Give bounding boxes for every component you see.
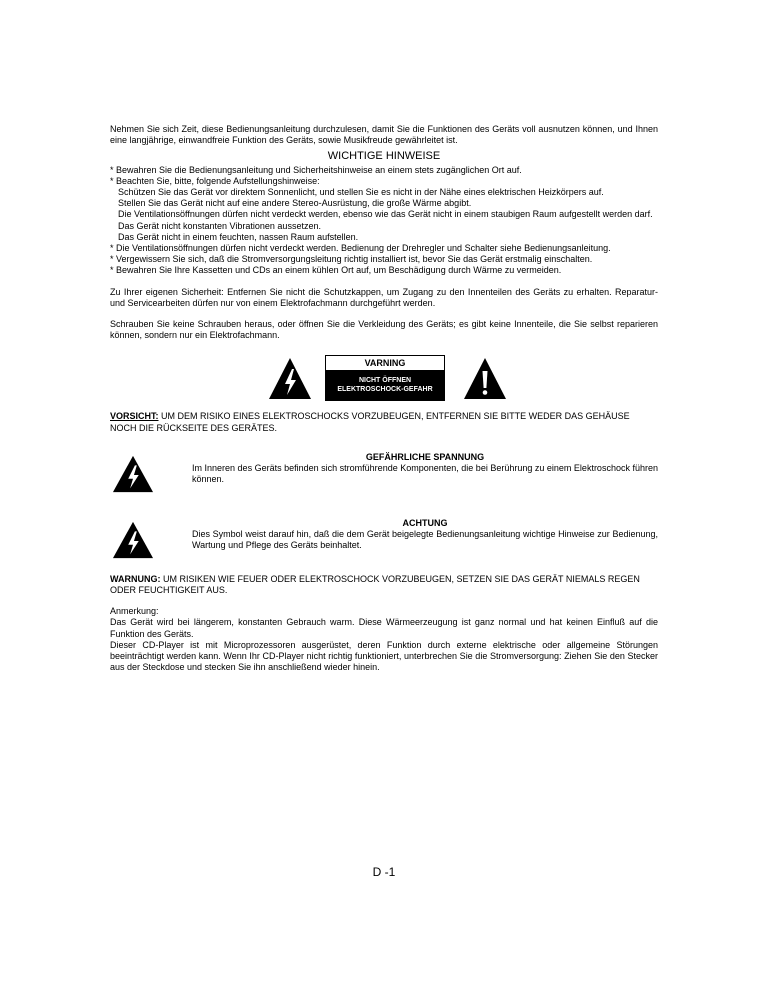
intro-paragraph: Nehmen Sie sich Zeit, diese Bedienungsanleitung durchzulesen, damit Sie die Funktionen des Geräts voll ausnutzen können, und Ihnen eine langjährige, einwandfreie Funktion des Geräts, sowie Musikfreude gewährleitet ist. [110, 124, 658, 146]
anmerkung-paragraph-1: Das Gerät wird bei längerem, konstanten Gebrauch warm. Diese Wärmeerzeugung ist ganz normal und hat keinen Einfluß auf die Funktion des Geräts. [110, 617, 658, 639]
bullet-item: * Beachten Sie, bitte, folgende Aufstellungshinweise: [110, 175, 320, 186]
achtung-title: ACHTUNG [402, 517, 448, 528]
anmerkung-paragraph-2: Dieser CD-Player ist mit Microprozessoren ausgerüstet, deren Funktion durch externe elektrische oder allgemeine Störungen beeinträchtigt werden kann. Wenn Ihr CD-Player nicht richtig funktioniert, unterbrechen Sie die Stromversorgung: Ziehen Sie den Stecker aus der Steckdose und stecken Sie ihn anschließend wieder hinein. [110, 639, 658, 673]
sub-item: Schützen Sie das Gerät vor direktem Sonnenlicht, und stellen Sie es nicht in der Nähe eines elektrischen Heizkörpers auf. [118, 187, 604, 198]
section-title: WICHTIGE HINWEISE [327, 150, 441, 163]
warnung-label: WARNUNG: [110, 573, 161, 584]
sub-item: Die Ventilationsöffnungen dürfen nicht verdeckt werden, ebenso wie das Gerät nicht in einem staubigen Raum aufgestellt werden darf. [118, 209, 653, 220]
page-number: D -1 [372, 865, 396, 879]
vorsicht-label: VORSICHT: [110, 411, 159, 422]
warning-label-row [110, 355, 658, 405]
bullet-item: * Die Ventilationsöffnungen dürfen nicht verdeckt werden. Bedienung der Drehregler und Schalter siehe Bedienungsanleitung. [110, 243, 611, 254]
sub-item: Das Gerät nicht in einem feuchten, nassen Raum aufstellen. [118, 231, 359, 242]
lightning-triangle-icon [112, 454, 154, 494]
varning-line-2: ELEKTROSCHOCK-GEFAHR [337, 386, 433, 394]
document-body [110, 124, 658, 673]
gefaehrliche-spannung-block [110, 452, 658, 502]
bullet-item: * Bewahren Sie die Bedienungsanleitung und Sicherheitshinweise an einem stets zugänglichen Ort auf. [110, 164, 522, 175]
achtung-block [110, 518, 658, 568]
lightning-triangle-icon [268, 357, 312, 401]
achtung-text: Dies Symbol weist darauf hin, daß die dem Gerät beigelegte Bedienungsanleitung wichtige Hinweise zur Bedienung, Wartung und Pflege des Geräts beinhaltet. [192, 529, 658, 551]
spannung-text: Im Inneren des Geräts befinden sich stromführende Komponenten, die bei Berührung zu einem Elektroschock führen können. [192, 463, 658, 485]
varning-title: VARNING [326, 356, 444, 371]
exclamation-triangle-icon [463, 357, 507, 401]
sub-item: Das Gerät nicht konstanten Vibrationen aussetzen. [118, 220, 321, 231]
safety-paragraph-2: Schrauben Sie keine Schrauben heraus, oder öffnen Sie die Verkleidung des Geräts; es gibt keine Innenteile, die Sie selbst reparieren können, sondern nur ein Elektrofachmann. [110, 319, 658, 341]
vorsicht-paragraph [110, 411, 658, 433]
safety-paragraph-1: Zu Ihrer eigenen Sicherheit: Entfernen Sie nicht die Schutzkappen, um Zugang zu den Innenteilen des Geräts zu erhalten. Reparatur- und Servicearbeiten dürfen nur von einem Elektrofachmann durchgeführt werden. [110, 286, 658, 308]
spannung-title: GEFÄHRLICHE SPANNUNG [365, 451, 485, 462]
varning-box [325, 355, 445, 401]
lightning-triangle-icon [112, 520, 154, 560]
warnung-paragraph [110, 574, 658, 596]
varning-text [326, 371, 444, 401]
vorsicht-text: UM DEM RISIKO EINES ELEKTROSCHOCKS VORZUBEUGEN, ENTFERNEN SIE BITTE WEDER DAS GEHÄUSE NOCH DIE RÜCKSEITE DES GERÄTES. [110, 411, 630, 433]
varning-line-1: NICHT ÖFFNEN [358, 377, 412, 385]
warnung-text: UM RISIKEN WIE FEUER ODER ELEKTROSCHOCK VORZUBEUGEN, SETZEN SIE DAS GERÄT NIEMALS REGEN ODER FEUCHTIGKEIT AUS. [110, 573, 640, 596]
bullet-item: * Bewahren Sie Ihre Kassetten und CDs an einem kühlen Ort auf, um Beschädigung durch Wärme zu vermeiden. [110, 265, 562, 276]
bullet-item: * Vergewissern Sie sich, daß die Stromversorgungsleitung richtig installiert ist, bevor Sie das Gerät erstmalig einschalten. [110, 254, 593, 265]
sub-item: Stellen Sie das Gerät nicht auf eine andere Stereo-Ausrüstung, die große Wärme abgibt. [118, 198, 472, 209]
anmerkung-heading: Anmerkung: [110, 606, 159, 617]
